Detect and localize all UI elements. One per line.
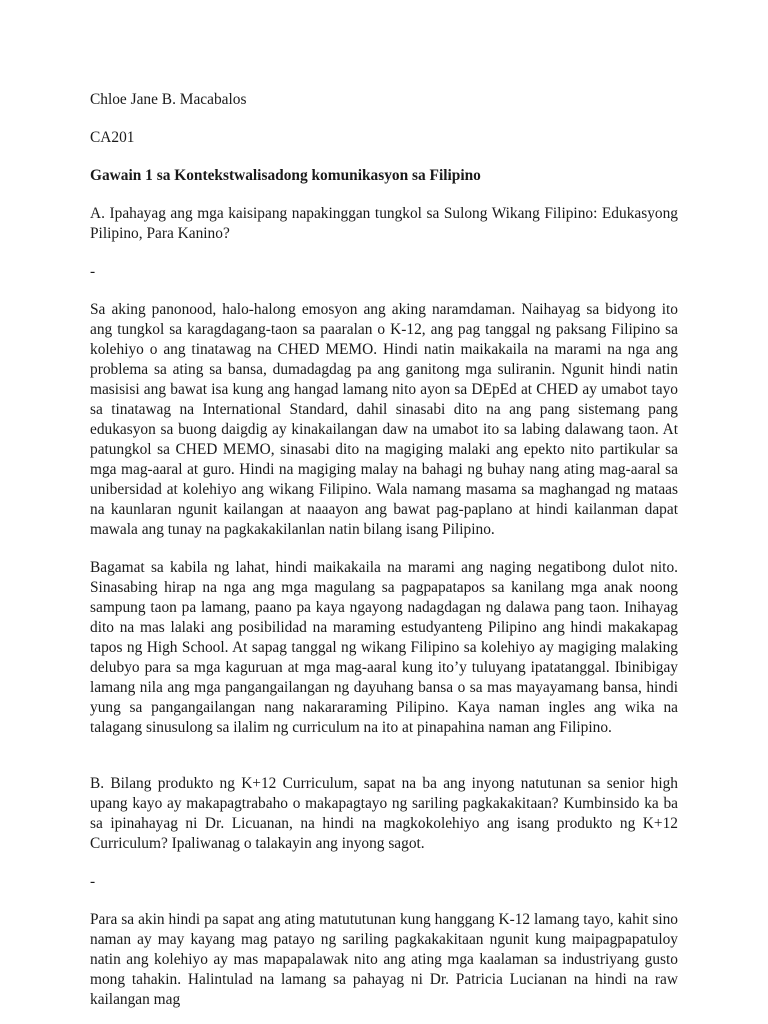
question-b: B. Bilang produkto ng K+12 Curriculum, sapat na ba ang inyong natutunan sa senior high upang kayo ay makapagtrabaho o makapagtayo ng sariling pagkakakitaan? Kumbinsido ka ba sa ipinahayag ni Dr. Licuanan, na hindi na magkokolehiyo ang isang produkto ng K+12 Curriculum? Ipaliwanag o talakayin ang inyong sagot. — [90, 775, 678, 852]
course-code: CA201 — [90, 129, 135, 146]
answer-a-paragraph-1: Sa aking panonood, halo-halong emosyon ang aking naramdaman. Naihayag sa bidyong ito ang tungkol sa karagdagang-taon sa paaralan o K-12, ang pag tanggal ng paksang Filipino sa kolehiyo o ang tinatawag na CHED MEMO. Hindi natin maikakaila na marami na nga ang problema sa ating sa bansa, dumadagdag pa ang ganitong mga suliranin. Ngunit hindi natin masisisi ang bawat isa kung ang hangad lamang nito ayon sa DEpEd at CHED ay umabot tayo sa tinatawag na International Standard, dahil sinasabi dito na ang pang sistemang pang edukasyon sa buong daigdig ay kinakailangan daw na umabot ito sa labing dalawang taon. At patungkol sa CHED MEMO, sinasabi dito na magiging malaki ang epekto nito partikular sa mga mag-aaral at guro. Hindi na magiging malay na bahagi ng buhay nang ating mag-aaral sa unibersidad at kolehiyo ang wikang Filipino. Wala namang masama sa maghangad ng mataas na kaunlaran ngunit kailangan at naaayon ang bawat pag-paplano at hindi kailanman dapat mawala ang tunay na pagkakakilanlan natin bilang isang Pilipino. — [90, 301, 678, 538]
separator-b: - — [90, 873, 96, 890]
answer-b-paragraph-1: Para sa akin hindi pa sapat ang ating matututunan kung hanggang K-12 lamang tayo, kahit sino naman ay may kayang mag patayo ng sariling pagkakakitaan ngunit kung maipagpapatuloy natin ang kolehiyo ay mas mapapalawak nito ang ating mga kaalaman sa industriyang gusto mong tahakin. Halintulad na lamang sa pahayag ni Dr. Patricia Lucianan na hindi na raw kailangan mag — [90, 911, 678, 1008]
document-title: Gawain 1 sa Kontekstwalisadong komunikasyon sa Filipino — [90, 167, 481, 184]
separator-a: - — [90, 263, 96, 280]
document-body — [90, 90, 678, 1024]
author-name: Chloe Jane B. Macabalos — [90, 91, 247, 108]
answer-a-paragraph-2: Bagamat sa kabila ng lahat, hindi maikakaila na marami ang naging negatibong dulot nito. Sinasabing hirap na nga ang mga magulang sa pagpapatapos sa kanilang mga anak noong sampung taon pa lamang, paano pa kaya ngayong nadagdagan ng dalawa pang taon. Inihayag dito na mas lalaki ang posibilidad na maraming estudyanteng Pilipino ang hindi makakapag tapos ng High School. At sapag tanggal ng wikang Filipino sa kolehiyo ay magiging malaking delubyo para sa mga kaguruan at mga mag-aaral kung ito’y tuluyang ipatatanggal. Ibinibigay lamang nila ang mga pangangailangan ng dayuhang bansa o sa mas mayayamang bansa, hindi yung sa pangangailangan nang nakararaming Pilipino. Kaya naman ingles ang wika na talagang sinusulong sa ilalim ng curriculum na ito at pinapahina naman ang Filipino. — [90, 559, 678, 736]
question-a: A. Ipahayag ang mga kaisipang napakinggan tungkol sa Sulong Wikang Filipino: Edukasyong Pilipino, Para Kanino? — [90, 205, 678, 242]
